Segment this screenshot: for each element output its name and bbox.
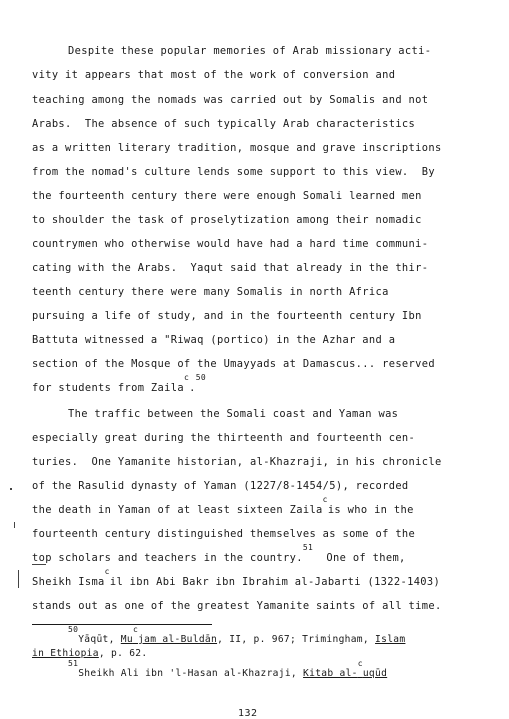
body-line: section of the Mosque of the Umayyads at Damascus... reserved xyxy=(32,358,435,370)
body-line: pursuing a life of study, and in the fourteenth century Ibn xyxy=(32,310,422,322)
body-line: stands out as one of the greatest Yamanite saints of all time. xyxy=(32,600,442,612)
body-line: countrymen who otherwise would have had a hard time communi- xyxy=(32,238,429,250)
ayn-superscript: c xyxy=(104,567,110,576)
body-line: Battuta witnessed a "Riwaq (portico) in the Azhar and a xyxy=(32,334,396,346)
body-line: teenth century there were many Somalis in north Africa xyxy=(32,286,389,298)
ayn-superscript: c xyxy=(183,373,190,382)
footnote-51: $^{51}$Sheikh Ali ibn 'l-Hasan al-Khazraji, Kitab al-$^c$uqūd xyxy=(68,659,388,679)
body-line: top scholars and teachers in the country.$^{51}$ One of them, xyxy=(32,543,406,564)
footnote-50-cont: in Ethiopia, p. 62. xyxy=(32,648,148,659)
scan-speck xyxy=(14,522,15,528)
margin-mark xyxy=(32,564,46,565)
body-line: the fourteenth century there were enough Somali learned men xyxy=(32,190,422,202)
body-line: Arabs. The absence of such typically Arab characteristics xyxy=(32,118,416,130)
page-number: 132 xyxy=(238,708,258,719)
ayn-superscript: c xyxy=(322,495,328,504)
body-line: Despite these popular memories of Arab missionary acti- xyxy=(68,45,432,57)
footnote-ref-51: 51 xyxy=(302,543,314,552)
body-line: of the Rasulid dynasty of Yaman (1227/8-1454/5), recorded xyxy=(32,480,409,492)
body-line: The traffic between the Somali coast and Yaman was xyxy=(68,408,399,420)
footnote-50: $^{50}$Yāqūt, Mu$^c$jam al-Buldān, II, p. 967; Trimingham, Islam xyxy=(68,625,406,645)
body-line: the death in Yaman of at least sixteen Zaila$^c$is who in the xyxy=(32,495,414,516)
body-line: Sheikh Isma$^c$il ibn Abi Bakr ibn Ibrahim al-Jabarti (1322-1403) xyxy=(32,567,441,588)
footnote-ref-50: 50 xyxy=(195,373,207,382)
body-line: turies. One Yamanite historian, al-Khazraji, in his chronicle xyxy=(32,456,442,468)
body-line: for students from Zaila$^c$.$^{50}$ xyxy=(32,373,207,394)
body-line: vity it appears that most of the work of conversion and xyxy=(32,69,396,81)
body-line: teaching among the nomads was carried out by Somalis and not xyxy=(32,94,429,106)
scan-speck xyxy=(10,488,12,490)
body-line: from the nomad's culture lends some support to this view. By xyxy=(32,166,435,178)
body-line: fourteenth century distinguished themselves as some of the xyxy=(32,528,416,540)
footnote-rule xyxy=(32,624,212,625)
body-line: as a written literary tradition, mosque and grave inscriptions xyxy=(32,142,442,154)
body-line: cating with the Arabs. Yaqut said that already in the thir- xyxy=(32,262,429,274)
body-line: especially great during the thirteenth and fourteenth cen- xyxy=(32,432,416,444)
margin-mark xyxy=(18,570,19,588)
body-line: to shoulder the task of proselytization among their nomadic xyxy=(32,214,422,226)
